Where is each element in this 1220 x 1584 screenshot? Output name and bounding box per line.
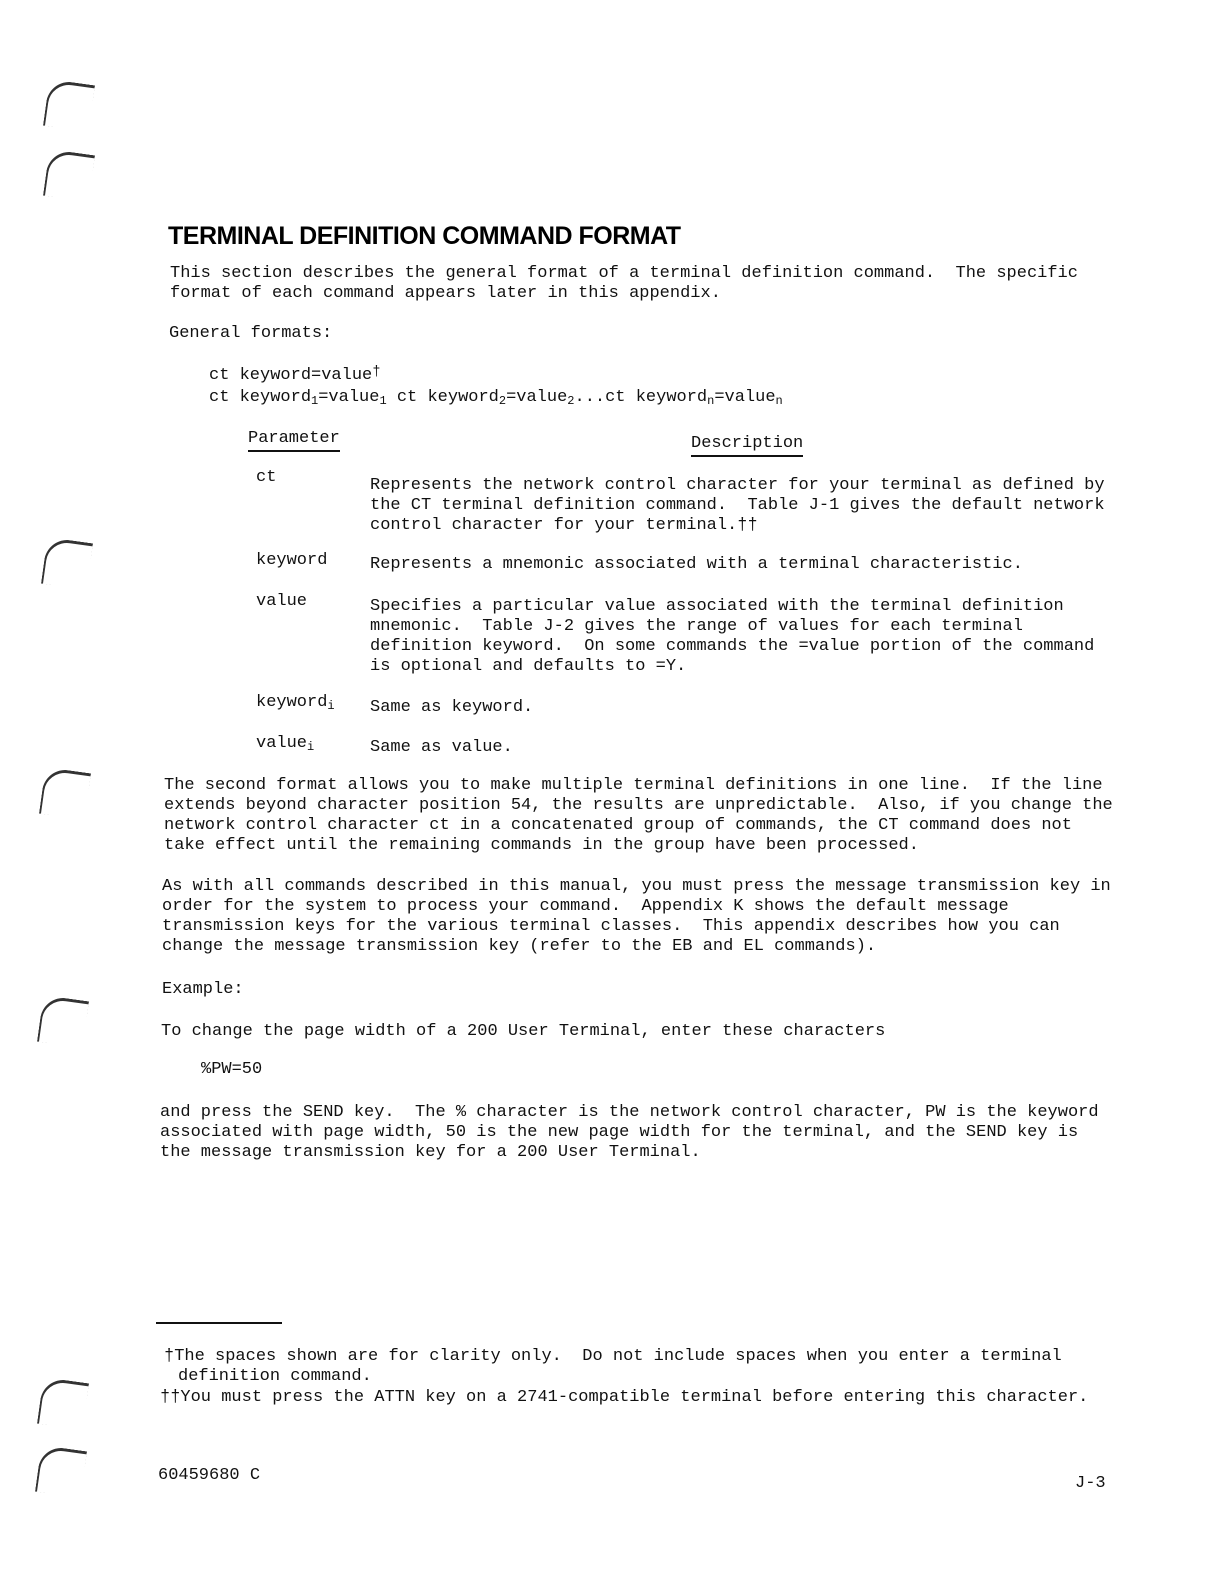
example-label: Example: <box>162 980 244 999</box>
table-row-description: Specifies a particular value associated with the terminal definition mnemonic. Table J-2 gives the range of values for each terminal definition keyword. On some commands the =value portion of the command is optional and defaults to =Y. <box>370 597 1105 676</box>
table-row-description: Represents a mnemonic associated with a terminal characteristic. <box>370 555 1023 574</box>
footnote-divider <box>156 1322 282 1324</box>
intro-paragraph: This section describes the general format of a terminal definition command. The specific format of each command appears later in this appendix. <box>170 264 1089 303</box>
table-row-name: keyword <box>256 551 328 570</box>
table-row-description: Same as value. <box>370 738 513 757</box>
example-explanation: and press the SEND key. The % character is the network control character, PW is the keyword associated with page width, 50 is the new page width for the terminal, and the SEND key is the message transmission key for a 200 User Terminal. <box>160 1103 1109 1162</box>
binder-hole-5 <box>37 995 89 1048</box>
table-row-name: value <box>256 592 308 611</box>
format-line-2: ct keyword$_1$=value$_1$ ct keyword$_2$=value$_2$...ct keyword$_n$=value$_n$ <box>209 388 783 408</box>
general-formats-label: General formats: <box>169 324 333 343</box>
table-row-name: ct <box>256 468 277 487</box>
binder-hole-7 <box>35 1445 87 1498</box>
table-header-description: Description <box>691 434 803 457</box>
page-title: TERMINAL DEFINITION COMMAND FORMAT <box>168 222 681 250</box>
footnote-2: ††You must press the ATTN key on a 2741-compatible terminal before entering this character. <box>160 1388 1089 1407</box>
binder-hole-4 <box>39 767 91 820</box>
page-number: J-3 <box>1075 1474 1106 1493</box>
second-format-paragraph: The second format allows you to make multiple terminal definitions in one line. If the line extends beyond character position 54, the results are unpredictable. Also, if you change the network control character ct in a concatenated group of commands, the CT command does not take effect until the remaining commands in the group have been processed. <box>164 776 1123 855</box>
binder-hole-2 <box>43 149 95 202</box>
table-row-name: value$_i$ <box>256 734 315 754</box>
binder-hole-3 <box>41 537 93 590</box>
example-instruction: To change the page width of a 200 User Terminal, enter these characters <box>161 1022 886 1041</box>
example-code: %PW=50 <box>201 1060 263 1079</box>
footnote-1: †The spaces shown are for clarity only. Do not include spaces when you enter a terminal definition command. <box>164 1347 1062 1386</box>
table-row-description: Same as keyword. <box>370 698 534 717</box>
table-header-parameter: Parameter <box>248 429 340 452</box>
format-line-1: ct keyword=value† <box>209 364 381 385</box>
transmission-key-paragraph: As with all commands described in this manual, you must press the message transmission key in order for the system to process your command. Appendix K shows the default message transmission keys for the various terminal classes. This appendix describes how you can change the message transmission key (refer to the EB and EL commands). <box>162 877 1121 956</box>
binder-hole-6 <box>37 1377 89 1430</box>
table-row-description: Represents the network control character for your terminal as defined by the CT terminal definition command. Table J-1 gives the default network control character for your terminal.†† <box>370 476 1115 535</box>
binder-hole-1 <box>43 79 95 132</box>
document-number: 60459680 C <box>158 1466 261 1485</box>
table-row-name: keyword$_i$ <box>256 693 335 713</box>
